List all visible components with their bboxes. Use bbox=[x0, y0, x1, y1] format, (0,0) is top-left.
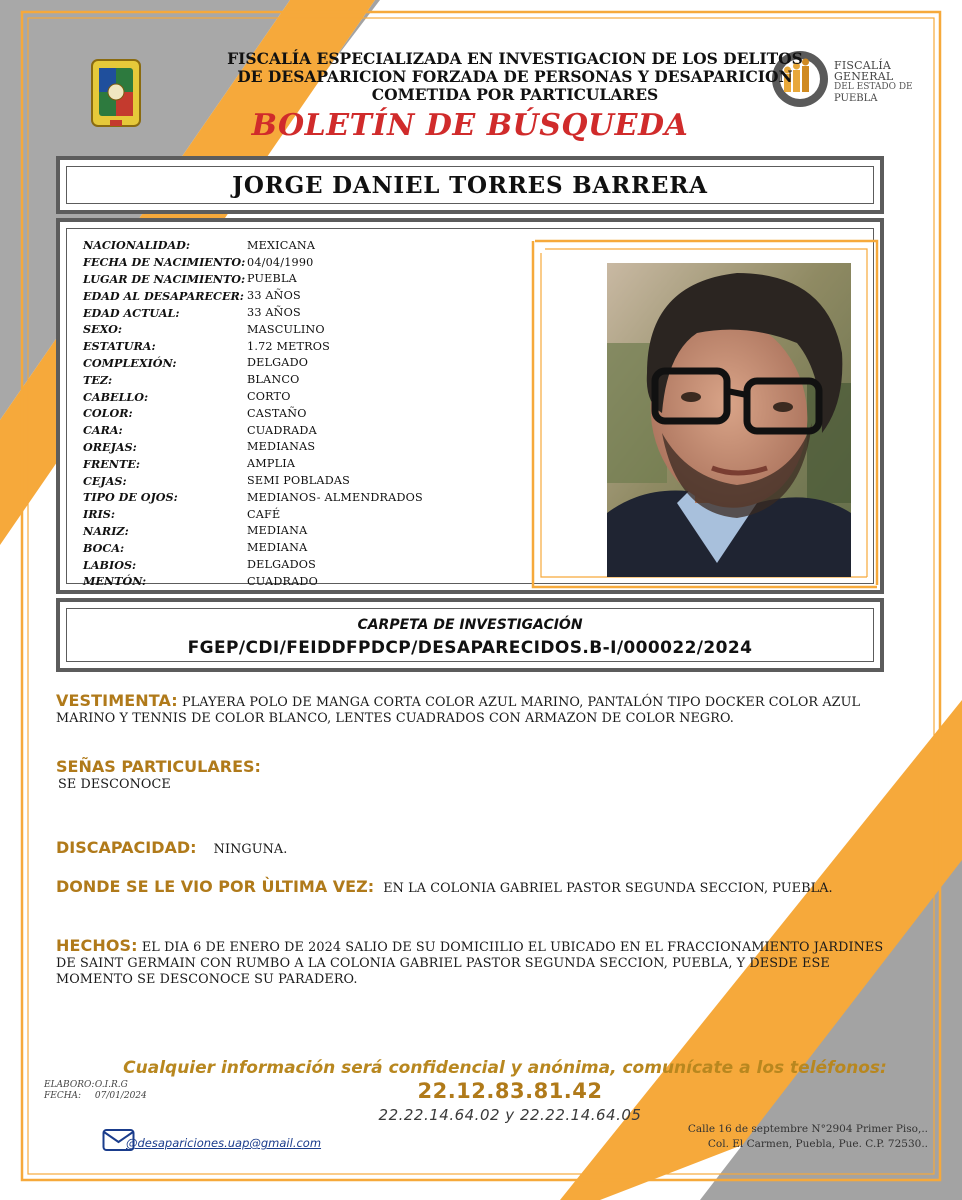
date-label: FECHA: bbox=[44, 1091, 82, 1101]
fact-row bbox=[83, 489, 503, 506]
fact-value: CUADRADO bbox=[247, 574, 318, 588]
fact-label: CARA: bbox=[83, 423, 123, 438]
logo-line-2: DEL ESTADO DE bbox=[834, 82, 913, 92]
fact-label: TEZ: bbox=[83, 372, 113, 387]
fact-label: MENTÓN: bbox=[83, 574, 147, 589]
fact-label: COMPLEXIÓN: bbox=[83, 355, 177, 370]
fact-value: MEDIANOS- ALMENDRADOS bbox=[247, 490, 423, 504]
fact-row bbox=[83, 237, 503, 254]
fact-row bbox=[83, 355, 503, 372]
fact-row bbox=[83, 371, 503, 388]
header-line-3: COMETIDA POR PARTICULARES bbox=[371, 85, 659, 104]
office-address bbox=[620, 1122, 928, 1152]
fact-value: DELGADO bbox=[247, 356, 309, 370]
distinguishing-marks-text: SE DESCONOCE bbox=[58, 777, 171, 792]
fact-label: OREJAS: bbox=[83, 439, 137, 454]
physical-description-list bbox=[83, 237, 503, 590]
fact-value: 33 AÑOS bbox=[247, 289, 301, 303]
fact-label: COLOR: bbox=[83, 406, 133, 421]
header-line-2: DE DESAPARICION FORZADA DE PERSONAS Y DESAPARICION bbox=[237, 67, 793, 86]
prepared-by-info bbox=[44, 1080, 147, 1102]
fact-label: CABELLO: bbox=[83, 389, 149, 404]
fact-label: ESTATURA: bbox=[83, 339, 156, 354]
fact-label: LABIOS: bbox=[83, 557, 137, 572]
fact-value: MEDIANA bbox=[247, 541, 308, 555]
bulletin-title: BOLETÍN DE BÚSQUEDA bbox=[251, 108, 689, 143]
clothing-text: PLAYERA POLO DE MANGA CORTA COLOR AZUL MARINO, PANTALÓN TIPO DOCKER COLOR AZUL MARINO Y TENNIS DE COLOR BLANCO, LENTES CUADRADOS CON ARMAZON DE COLOR NEGRO. bbox=[56, 695, 861, 726]
fact-row bbox=[83, 254, 503, 271]
fact-row bbox=[83, 287, 503, 304]
fact-label: NACIONALIDAD: bbox=[83, 238, 191, 253]
fact-value: MEXICANA bbox=[247, 238, 316, 252]
fact-row bbox=[83, 439, 503, 456]
clothing-label: VESTIMENTA: bbox=[56, 691, 178, 710]
fact-value: CORTO bbox=[247, 390, 291, 404]
fact-value: SEMI POBLADAS bbox=[247, 474, 351, 488]
disability-label: DISCAPACIDAD: bbox=[56, 838, 197, 857]
fact-label: SEXO: bbox=[83, 322, 122, 337]
fact-value: BLANCO bbox=[247, 373, 300, 387]
main-phone-number[interactable]: 22.12.83.81.42 bbox=[417, 1079, 603, 1103]
fact-label: BOCA: bbox=[83, 540, 125, 555]
fact-row bbox=[83, 472, 503, 489]
disability-section bbox=[56, 838, 287, 858]
fact-row bbox=[83, 455, 503, 472]
fact-value: 33 AÑOS bbox=[247, 306, 301, 320]
fact-value: CASTAÑO bbox=[247, 406, 307, 420]
fact-label: EDAD AL DESAPARECER: bbox=[83, 288, 244, 303]
other-phone-numbers[interactable]: 22.22.14.64.02 y 22.22.14.64.05 bbox=[378, 1106, 642, 1124]
fact-value: CAFÉ bbox=[247, 507, 281, 521]
fact-row bbox=[83, 388, 503, 405]
investigation-box bbox=[56, 598, 884, 672]
prepared-by-value: O.I.R.G bbox=[94, 1080, 128, 1090]
fact-value: PUEBLA bbox=[247, 272, 297, 286]
person-name: JORGE DANIEL TORRES BARRERA bbox=[66, 166, 874, 204]
fact-value: MASCULINO bbox=[247, 322, 325, 336]
distinguishing-marks-label: SEÑAS PARTICULARES: bbox=[56, 757, 261, 776]
investigation-number: FGEP/CDI/FEIDDFPDCP/DESAPARECIDOS.B-I/000022/2024 bbox=[187, 638, 753, 658]
description-box bbox=[56, 218, 884, 594]
fact-row bbox=[83, 338, 503, 355]
address-line-1: Calle 16 de septembre N°2904 Primer Piso,.. bbox=[687, 1123, 928, 1135]
fact-row bbox=[83, 573, 503, 590]
prepared-by-label: ELABORO: bbox=[44, 1080, 95, 1090]
facts-section bbox=[56, 938, 886, 988]
fact-row bbox=[83, 422, 503, 439]
fact-row bbox=[83, 523, 503, 540]
address-line-2: Col. El Carmen, Puebla, Pue. C.P. 72530.. bbox=[707, 1138, 928, 1150]
last-seen-section bbox=[56, 877, 833, 897]
date-value: 07/01/2024 bbox=[94, 1091, 147, 1101]
missing-person-photo bbox=[607, 263, 851, 577]
fact-row bbox=[83, 506, 503, 523]
fact-label: TIPO DE OJOS: bbox=[83, 490, 178, 505]
facts-label: HECHOS: bbox=[56, 936, 138, 955]
name-box bbox=[56, 156, 884, 214]
investigation-label: CARPETA DE INVESTIGACIÓN bbox=[357, 617, 583, 633]
facts-text: EL DIA 6 DE ENERO DE 2024 SALIO DE SU DOMICIILIO EL UBICADO EN EL FRACCIONAMIENTO JARDINES DE SAINT GERMAIN CON RUMBO A LA COLONIA GABRIEL PASTOR SEGUNDA SECCION, PUEBLA, Y DESDE ESE MOMENTO SE DESCONOCE SU PARADERO. bbox=[56, 940, 884, 987]
fact-row bbox=[83, 304, 503, 321]
disability-text: NINGUNA. bbox=[213, 842, 288, 857]
fact-label: IRIS: bbox=[83, 507, 115, 522]
logo-line-3: PUEBLA bbox=[834, 93, 878, 104]
fact-value: DELGADOS bbox=[247, 558, 316, 572]
fact-label: FRENTE: bbox=[83, 456, 140, 471]
fact-row bbox=[83, 405, 503, 422]
fact-row bbox=[83, 321, 503, 338]
agency-header bbox=[220, 50, 810, 104]
fiscalia-logo-text bbox=[834, 60, 944, 104]
fact-value: 04/04/1990 bbox=[247, 255, 314, 269]
contact-notice: Cualquier información será confidencial y anónima, comunícate a los teléfonos: bbox=[123, 1058, 887, 1078]
fact-label: CEJAS: bbox=[83, 473, 127, 488]
contact-email-link[interactable]: @desapariciones.uap@gmail.com bbox=[126, 1136, 322, 1150]
last-seen-text: EN LA COLONIA GABRIEL PASTOR SEGUNDA SECCION, PUEBLA. bbox=[383, 881, 833, 896]
fact-label: EDAD ACTUAL: bbox=[83, 305, 180, 320]
fact-row bbox=[83, 271, 503, 288]
fact-label: LUGAR DE NACIMIENTO: bbox=[83, 271, 246, 286]
last-seen-label: DONDE SE LE VIO POR ÙLTIMA VEZ: bbox=[56, 877, 375, 896]
fact-row bbox=[83, 539, 503, 556]
header-line-1: FISCALÍA ESPECIALIZADA EN INVESTIGACION DE LOS DELITOS bbox=[227, 49, 803, 68]
fact-value: MEDIANAS bbox=[247, 440, 316, 454]
fact-label: FECHA DE NACIMIENTO: bbox=[83, 255, 246, 270]
fact-value: MEDIANA bbox=[247, 524, 308, 538]
fact-value: AMPLIA bbox=[247, 457, 296, 471]
puebla-seal-icon bbox=[90, 58, 142, 130]
fact-label: NARIZ: bbox=[83, 523, 129, 538]
fact-value: CUADRADA bbox=[247, 423, 317, 437]
fact-row bbox=[83, 556, 503, 573]
clothing-section bbox=[56, 693, 886, 727]
fact-value: 1.72 METROS bbox=[247, 339, 331, 353]
logo-line-1: FISCALÍA GENERAL bbox=[834, 59, 894, 83]
